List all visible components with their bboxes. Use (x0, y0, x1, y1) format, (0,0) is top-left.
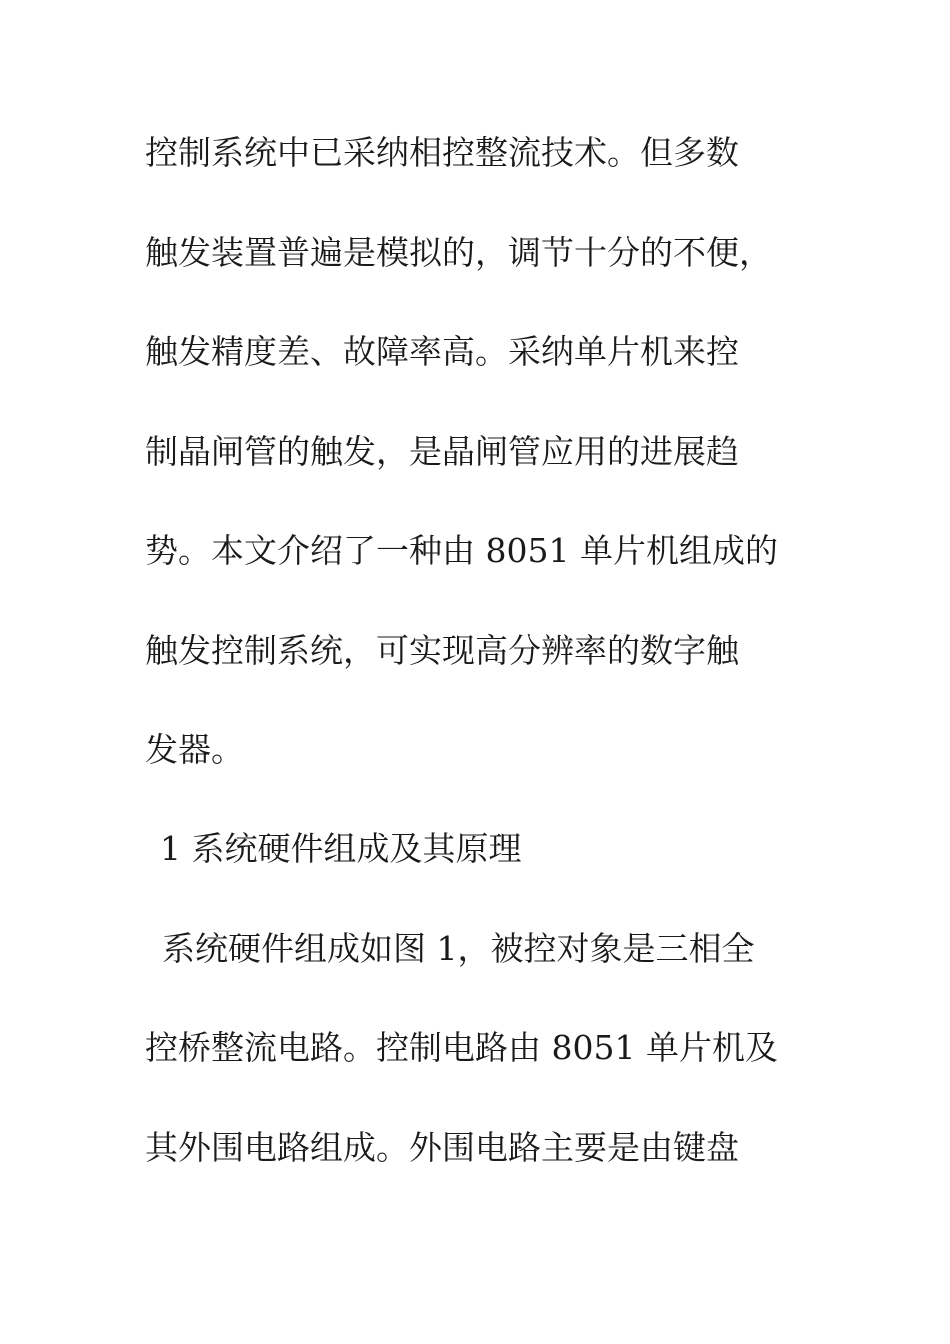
body-text-line: 控桥整流电路。控制电路由 8051 单片机及 (145, 1028, 778, 1067)
body-text-line: 势。本文介绍了一种由 8051 单片机组成的 (145, 531, 778, 570)
body-text-line: 触发装置普遍是模拟的，调节十分的不便， (145, 233, 772, 272)
body-text-line: 制晶闸管的触发，是晶闸管应用的进展趋 (145, 432, 739, 471)
section-heading: 1 系统硬件组成及其原理 (160, 829, 522, 868)
body-text-line: 其外围电路组成。外围电路主要是由键盘 (145, 1128, 739, 1167)
body-text-line: 触发精度差、故障率高。采纳单片机来控 (145, 332, 739, 371)
body-text-line: 控制系统中已采纳相控整流技术。但多数 (145, 133, 739, 172)
body-text-line: 触发控制系统，可实现高分辨率的数字触 (145, 631, 739, 670)
body-text-line: 发器。 (145, 730, 244, 769)
body-text-line: 系统硬件组成如图 1，被控对象是三相全 (162, 929, 755, 968)
